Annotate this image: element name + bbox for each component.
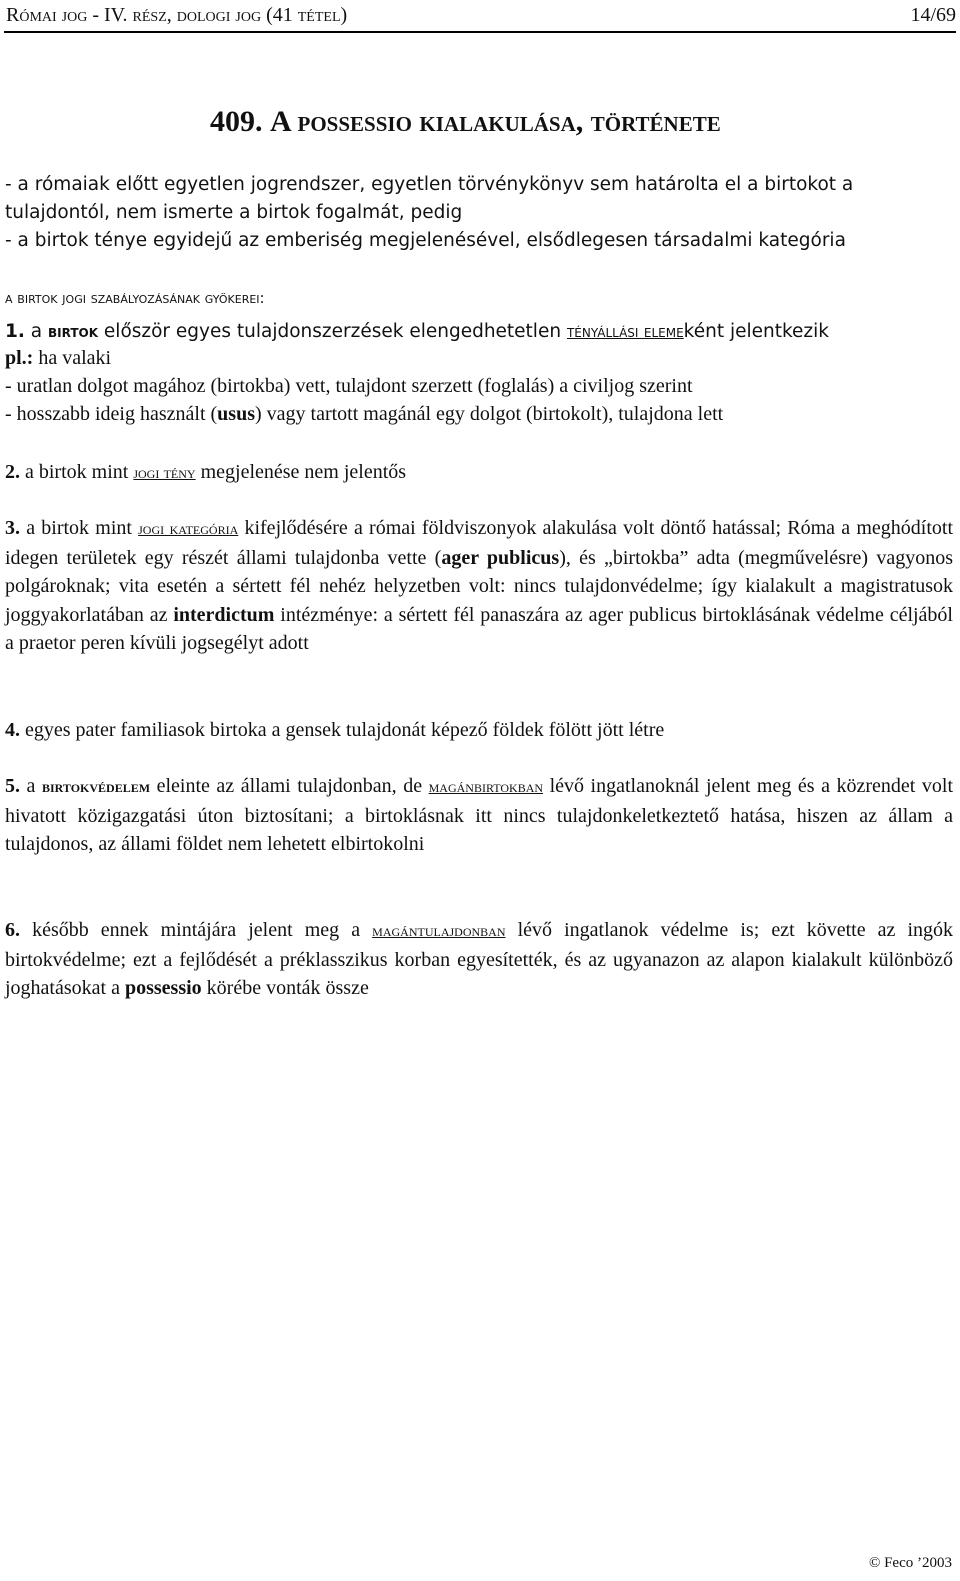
section-title-text: A possessio kialakulása, története [270, 105, 721, 138]
item-5-underlined: magánbirtokban [428, 777, 544, 796]
item-1-number: 1. [5, 321, 25, 342]
item-2-post: megjelenése nem jelentős [200, 461, 407, 483]
item-2-line [5, 458, 953, 486]
footer-copyright: © Feco ’2003 [868, 1555, 952, 1571]
item-6-number: 6. [5, 919, 20, 941]
example-text: ha valaki [38, 347, 112, 369]
item-3 [5, 514, 953, 658]
section-number: 409. [210, 105, 263, 138]
item-6 [5, 916, 953, 1003]
item-5-text-2: lévő ingatlanoknál jelent meg és a közrendet volt hivatott közigazgatási úton biztosítani; a birtoklásnak itt nincs tulajdonkeletkeztető hatása, hiszen az állam a tulajdonos, az állami földet nem lehetett elbirtokolni [5, 775, 954, 856]
intro-line-3: - a birtok ténye egyidejű az emberiség megjelenésével, elsődlegesen társadalmi kategória [5, 230, 846, 251]
intro-line-2: tulajdontól, nem ismerte a birtok fogalmát, pedig [5, 202, 463, 223]
item-2-pre: a birtok mint [25, 461, 129, 483]
example-label: pl.: [5, 347, 34, 369]
example-2-pre: - hosszabb ideig használt ( [5, 403, 218, 425]
header-rule [4, 31, 956, 33]
item-6-term: possessio [124, 977, 202, 1000]
section-title [210, 104, 721, 140]
item-2-number: 2. [5, 461, 20, 483]
item-6-text-3: körébe vonták össze [206, 977, 369, 1000]
item-1 [5, 318, 953, 346]
example-2-term: usus [217, 403, 255, 425]
item-1-underlined: tényállási eleme [566, 322, 684, 342]
page-header [6, 3, 956, 27]
intro-line-1: - a rómaiak előtt egyetlen jogrendszer, egyetlen törvénykönyv sem határolta el a birtokot a [5, 174, 854, 195]
item-6-underlined: magántulajdonban [372, 921, 506, 940]
item-4 [5, 716, 953, 744]
item-6-text-1: később ennek mintájára jelent meg a [32, 919, 361, 941]
item-1-term: birtok [48, 322, 99, 342]
item-5-pre: a [26, 775, 36, 797]
item-4-number: 4. [5, 719, 20, 741]
example-intro [5, 344, 953, 372]
item-1-examples [5, 344, 953, 428]
item-3-pre: a birtok mint [26, 517, 132, 539]
item-3-term-1: ager publicus [441, 546, 560, 569]
item-5 [5, 772, 953, 859]
item-2 [5, 458, 953, 486]
item-1-post: ként jelentkezik [683, 321, 829, 342]
item-3-term-2: interdictum [173, 603, 275, 626]
example-2 [5, 400, 953, 428]
item-5-number: 5. [5, 775, 20, 797]
item-3-text-2: ), és „birtokba” adta (megművelésre) vagyonos polgároknak; vita esetén a sértett fél nehéz helyzetben volt: nincs tulajdonvédelme; így kialakult a magistratusok joggyakorlatában az [5, 546, 953, 626]
item-3-text-3: intézménye: a sértett fél panaszára az ager publicus birtoklásának védelme céljából a praetor peren kívüli jogsegélyt adott [5, 603, 953, 655]
item-1-line [5, 318, 953, 346]
item-3-underlined: jogi kategória [138, 519, 239, 538]
intro-paragraph [5, 171, 953, 255]
subheading: a birtok jogi szabályozásának gyökerei: [5, 289, 265, 307]
item-4-text: egyes pater familiasok birtoka a gensek tulajdonát képező földek fölött jött létre [25, 719, 665, 741]
item-6-text-2: lévő ingatlanok védelme is; ezt követte az ingók birtokvédelme; ezt a fejlődését a préklasszikus korban egyesítették, és az ugyanazon az alapon kialakult különböző joghatásokat a [5, 919, 954, 1000]
item-5-term: birtokvédelem [41, 777, 151, 796]
item-3-number: 3. [5, 517, 20, 539]
example-2-post: ) vagy tartott magánál egy dolgot (birtokolt), tulajdona lett [254, 403, 724, 425]
example-1: - uratlan dolgot magához (birtokba) vett, tulajdont szerzett (foglalás) a civiljog szerint [5, 375, 693, 397]
item-4-line [5, 716, 953, 744]
document-title: Római jog - IV. rész, dologi jog (41 tétel) [6, 4, 348, 26]
item-5-text-1: eleinte az állami tulajdonban, de [156, 775, 423, 797]
item-3-text-1: kifejlődésére a római földviszonyok alakulása volt döntő hatással; Róma a meghódított idegen területek egy részét állami tulajdonba vette ( [5, 517, 953, 569]
page-number: 14/69 [910, 4, 956, 26]
item-2-underlined: jogi tény [133, 463, 196, 482]
item-1-mid: először egyes tulajdonszerzések elengedhetetlen [103, 321, 562, 342]
item-1-pre: a [30, 321, 43, 342]
